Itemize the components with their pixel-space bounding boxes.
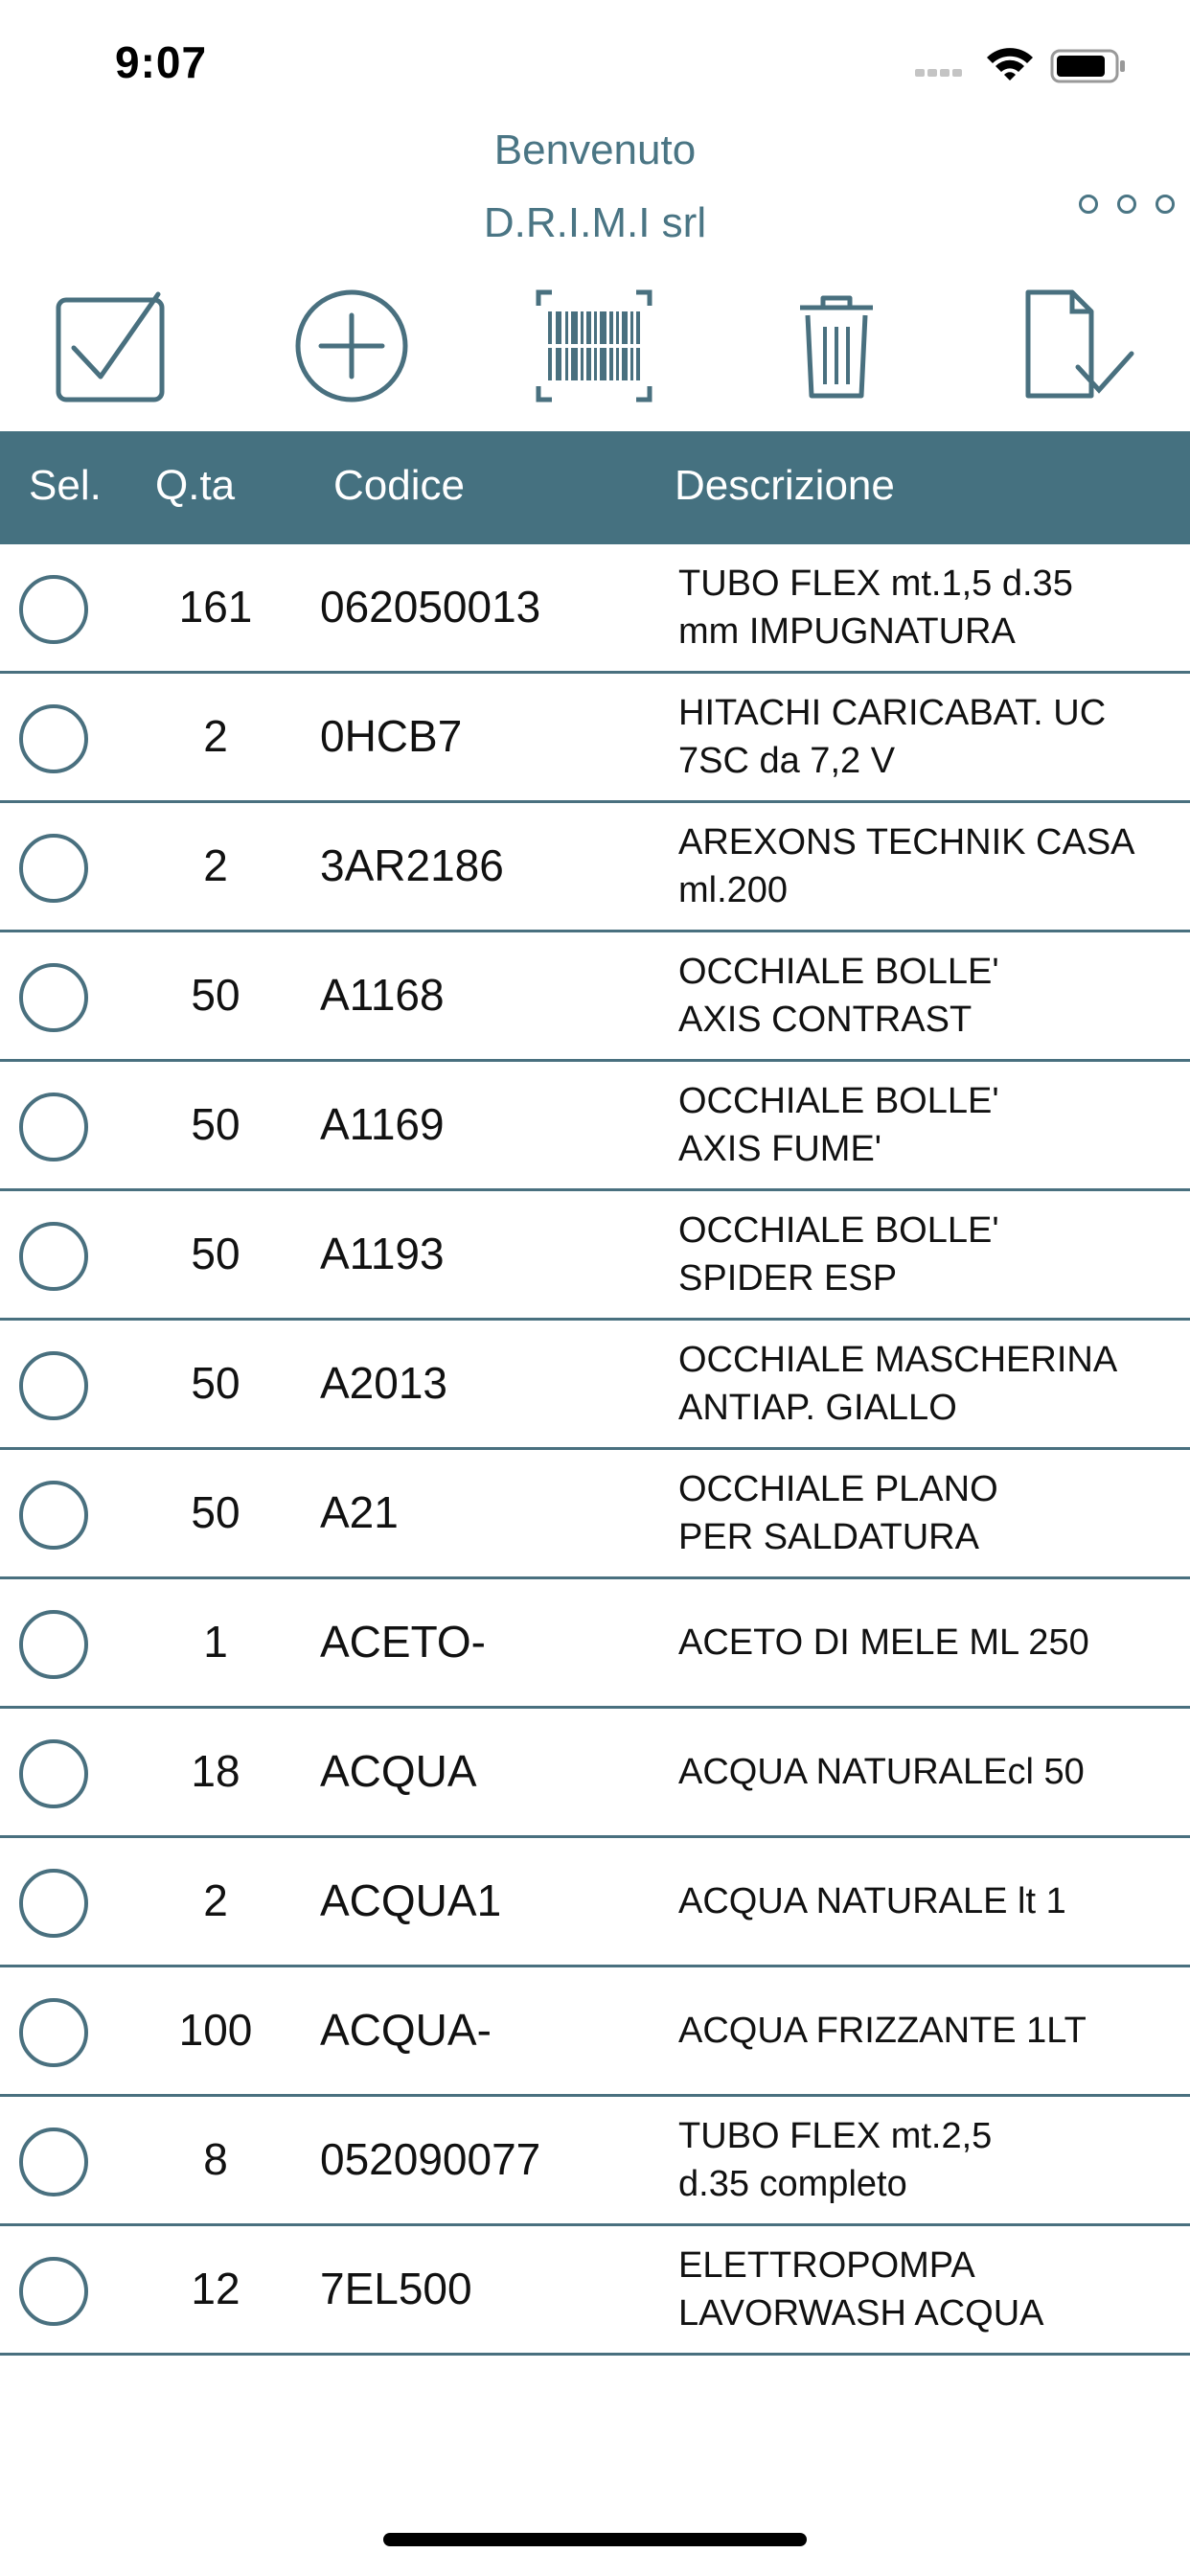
- document-check-icon: [1018, 287, 1137, 405]
- battery-icon: [1050, 48, 1127, 84]
- row-desc: ACQUA NATURALE lt 1: [678, 1881, 1066, 1921]
- table-row[interactable]: [0, 1967, 1190, 2097]
- table-row[interactable]: [0, 1450, 1190, 1579]
- row-qty: 50: [191, 1099, 240, 1149]
- row-desc: TUBO FLEX mt.1,5 d.35 mm IMPUGNATURA: [678, 564, 1073, 652]
- column-header-desc[interactable]: Descrizione: [675, 462, 895, 509]
- delete-button[interactable]: [774, 284, 899, 408]
- table-row[interactable]: [0, 544, 1190, 674]
- items-table: [0, 544, 1190, 2356]
- row-code: 052090077: [320, 2134, 541, 2184]
- header: [0, 125, 1190, 268]
- row-code: 3AR2186: [320, 840, 504, 890]
- row-code: ACETO-: [320, 1617, 486, 1667]
- row-code: ACQUA: [320, 1746, 477, 1796]
- row-code: A2013: [320, 1358, 448, 1408]
- export-document-button[interactable]: [1016, 284, 1140, 408]
- table-row[interactable]: [0, 2097, 1190, 2226]
- row-desc: ACQUA FRIZZANTE 1LT: [678, 2011, 1087, 2051]
- row-select-radio[interactable]: [19, 2128, 88, 2196]
- row-select-radio[interactable]: [19, 704, 88, 773]
- table-row[interactable]: [0, 1191, 1190, 1321]
- status-bar: [0, 0, 1190, 125]
- add-button[interactable]: [289, 284, 414, 408]
- table-row[interactable]: [0, 932, 1190, 1062]
- table-header: [0, 431, 1190, 544]
- table-row[interactable]: [0, 803, 1190, 932]
- row-select-radio[interactable]: [19, 834, 88, 903]
- row-code: A1168: [320, 970, 445, 1020]
- row-desc: OCCHIALE MASCHERINA ANTIAP. GIALLO: [678, 1340, 1118, 1428]
- row-desc: ACETO DI MELE ML 250: [678, 1622, 1089, 1663]
- row-qty: 50: [191, 1487, 240, 1537]
- row-qty: 50: [191, 1229, 240, 1278]
- row-code: ACQUA1: [320, 1875, 502, 1925]
- row-qty: 100: [178, 2005, 253, 2055]
- row-qty: 2: [203, 840, 228, 890]
- row-code: A21: [320, 1487, 399, 1537]
- row-qty: 1: [203, 1617, 228, 1667]
- row-desc: OCCHIALE PLANO PER SALDATURA: [678, 1469, 998, 1557]
- row-qty: 50: [191, 970, 240, 1020]
- table-row[interactable]: [0, 1838, 1190, 1967]
- column-header-sel[interactable]: Sel.: [29, 462, 102, 509]
- row-qty: 161: [178, 582, 253, 632]
- row-code: ACQUA-: [320, 2005, 492, 2055]
- row-select-radio[interactable]: [19, 963, 88, 1032]
- row-select-radio[interactable]: [19, 1739, 88, 1808]
- row-code: 7EL500: [320, 2264, 472, 2313]
- table-row[interactable]: [0, 1321, 1190, 1450]
- row-select-radio[interactable]: [19, 1481, 88, 1550]
- more-dot-icon: [1079, 195, 1098, 214]
- status-time: 9:07: [115, 37, 208, 87]
- row-select-radio[interactable]: [19, 1610, 88, 1679]
- row-code: A1169: [320, 1099, 445, 1149]
- add-circle-icon: [292, 287, 411, 405]
- row-desc: AREXONS TECHNIK CASA ml.200: [678, 822, 1135, 910]
- row-qty: 2: [203, 711, 228, 761]
- trash-icon: [777, 287, 896, 405]
- row-desc: OCCHIALE BOLLE' AXIS FUME': [678, 1081, 999, 1169]
- row-desc: OCCHIALE BOLLE' SPIDER ESP: [678, 1210, 999, 1299]
- row-select-radio[interactable]: [19, 1092, 88, 1162]
- table-row[interactable]: [0, 1062, 1190, 1191]
- select-all-checkbox-icon: [49, 287, 168, 405]
- row-code: 062050013: [320, 582, 541, 632]
- row-select-radio[interactable]: [19, 2257, 88, 2326]
- row-desc: OCCHIALE BOLLE' AXIS CONTRAST: [678, 952, 999, 1040]
- row-qty: 2: [203, 1875, 228, 1925]
- more-dot-icon: [1117, 195, 1136, 214]
- toolbar: [0, 284, 1190, 418]
- row-select-radio[interactable]: [19, 1351, 88, 1420]
- barcode-scan-icon: [535, 287, 653, 405]
- column-header-qta[interactable]: Q.ta: [155, 462, 236, 509]
- select-all-button[interactable]: [46, 284, 171, 408]
- row-qty: 50: [191, 1358, 240, 1408]
- table-row[interactable]: [0, 674, 1190, 803]
- wifi-icon: [985, 44, 1035, 82]
- barcode-scan-button[interactable]: [532, 284, 656, 408]
- home-indicator[interactable]: [383, 2533, 807, 2546]
- welcome-text: Benvenuto: [493, 126, 697, 173]
- row-select-radio[interactable]: [19, 1998, 88, 2067]
- row-qty: 18: [191, 1746, 240, 1796]
- row-desc: TUBO FLEX mt.2,5 d.35 completo: [678, 2116, 993, 2204]
- company-name: D.R.I.M.I srl: [483, 199, 707, 246]
- row-select-radio[interactable]: [19, 575, 88, 644]
- column-header-code[interactable]: Codice: [333, 462, 465, 509]
- table-row[interactable]: [0, 2226, 1190, 2356]
- row-qty: 8: [203, 2134, 228, 2184]
- cellular-signal-icon: [915, 59, 973, 79]
- row-qty: 12: [191, 2264, 240, 2313]
- row-select-radio[interactable]: [19, 1869, 88, 1938]
- table-row[interactable]: [0, 1709, 1190, 1838]
- table-row[interactable]: [0, 1579, 1190, 1709]
- row-code: A1193: [320, 1229, 445, 1278]
- row-desc: HITACHI CARICABAT. UC 7SC da 7,2 V: [678, 693, 1107, 781]
- row-select-radio[interactable]: [19, 1222, 88, 1291]
- row-desc: ELETTROPOMPA LAVORWASH ACQUA: [678, 2245, 1044, 2334]
- more-dot-icon: [1156, 195, 1175, 214]
- row-desc: ACQUA NATURALEcl 50: [678, 1752, 1085, 1792]
- row-code: 0HCB7: [320, 711, 463, 761]
- more-options-button[interactable]: [1079, 180, 1175, 228]
